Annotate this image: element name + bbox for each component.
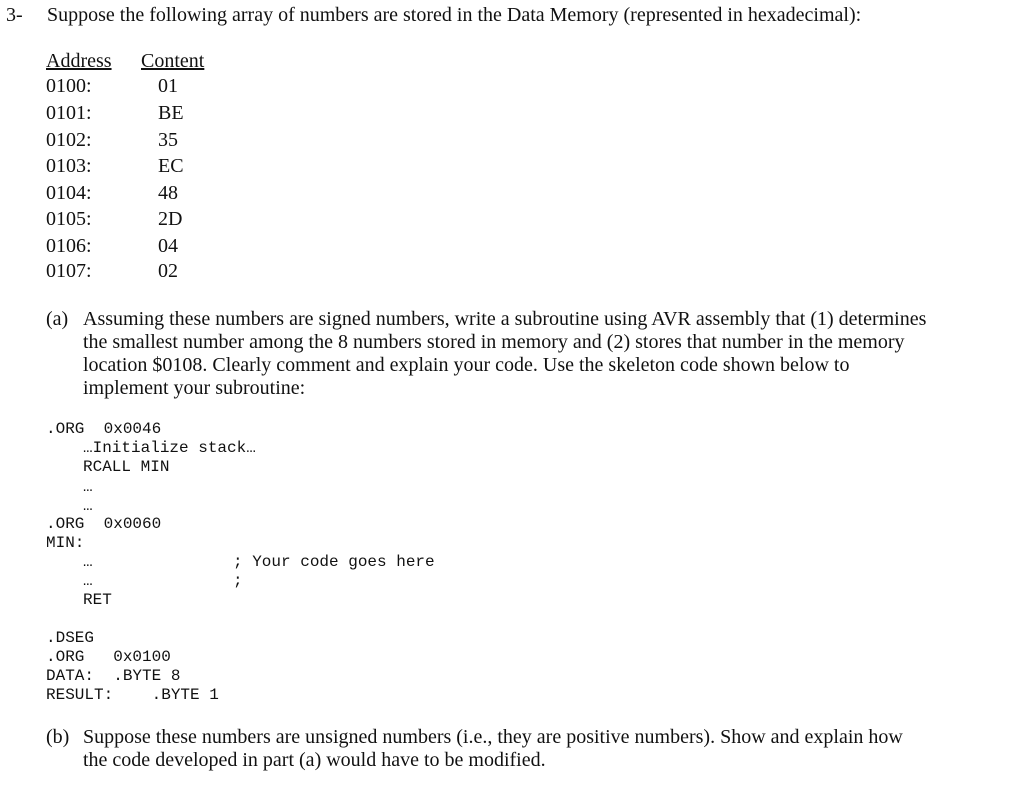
part-a-line-1: Assuming these numbers are signed numbers, write a subroutine using AVR assembly that (1) determines [83, 308, 927, 330]
table-row-content: 2D [158, 208, 183, 230]
part-a-label: (a) [46, 308, 69, 330]
table-row-content: 01 [158, 75, 178, 97]
content-header: Content [141, 50, 205, 72]
code-ellipsis: … [83, 478, 93, 496]
table-row-address: 0101: [46, 102, 92, 124]
code-ellipsis: … [83, 553, 93, 571]
question-number: 3- [6, 4, 23, 26]
code-org-2: .ORG 0x0060 [46, 515, 162, 533]
table-row-address: 0105: [46, 208, 92, 230]
code-result: RESULT: .BYTE 1 [46, 686, 219, 704]
code-min-label: MIN: [46, 534, 85, 552]
part-a-line-2: the smallest number among the 8 numbers stored in memory and (2) stores that number in the memory [83, 331, 905, 353]
code-org-3: .ORG 0x0100 [46, 648, 171, 666]
table-row-content: 02 [158, 260, 178, 282]
part-a-line-4: implement your subroutine: [83, 377, 306, 399]
code-comment: ; [233, 572, 243, 590]
table-row-address: 0107: [46, 260, 92, 282]
code-dseg: .DSEG [46, 629, 95, 647]
table-row-content: 35 [158, 129, 178, 151]
table-row-content: 04 [158, 235, 178, 257]
table-row-address: 0103: [46, 155, 92, 177]
question-intro: Suppose the following array of numbers are stored in the Data Memory (represented in hexadecimal): [47, 4, 862, 26]
part-b-label: (b) [46, 726, 70, 748]
part-b-line-1: Suppose these numbers are unsigned numbers (i.e., they are positive numbers). Show and explain how [83, 726, 903, 748]
part-a-line-3: location $0108. Clearly comment and explain your code. Use the skeleton code shown below to [83, 354, 850, 376]
code-org-1: .ORG 0x0046 [46, 420, 162, 438]
table-row-address: 0106: [46, 235, 92, 257]
table-row-content: 48 [158, 182, 178, 204]
table-row-address: 0104: [46, 182, 92, 204]
code-ellipsis: … [83, 497, 93, 515]
table-row-address: 0102: [46, 129, 92, 151]
code-init-stack: …Initialize stack… [83, 439, 256, 457]
code-data: DATA: .BYTE 8 [46, 667, 181, 685]
address-header: Address [46, 50, 112, 72]
table-row-content: BE [158, 102, 184, 124]
table-row-address: 0100: [46, 75, 92, 97]
code-comment: ; Your code goes here [233, 553, 435, 571]
part-b-line-2: the code developed in part (a) would have to be modified. [83, 749, 546, 771]
code-ret: RET [83, 591, 112, 609]
code-rcall: RCALL MIN [83, 458, 170, 476]
table-row-content: EC [158, 155, 184, 177]
code-ellipsis: … [83, 572, 93, 590]
